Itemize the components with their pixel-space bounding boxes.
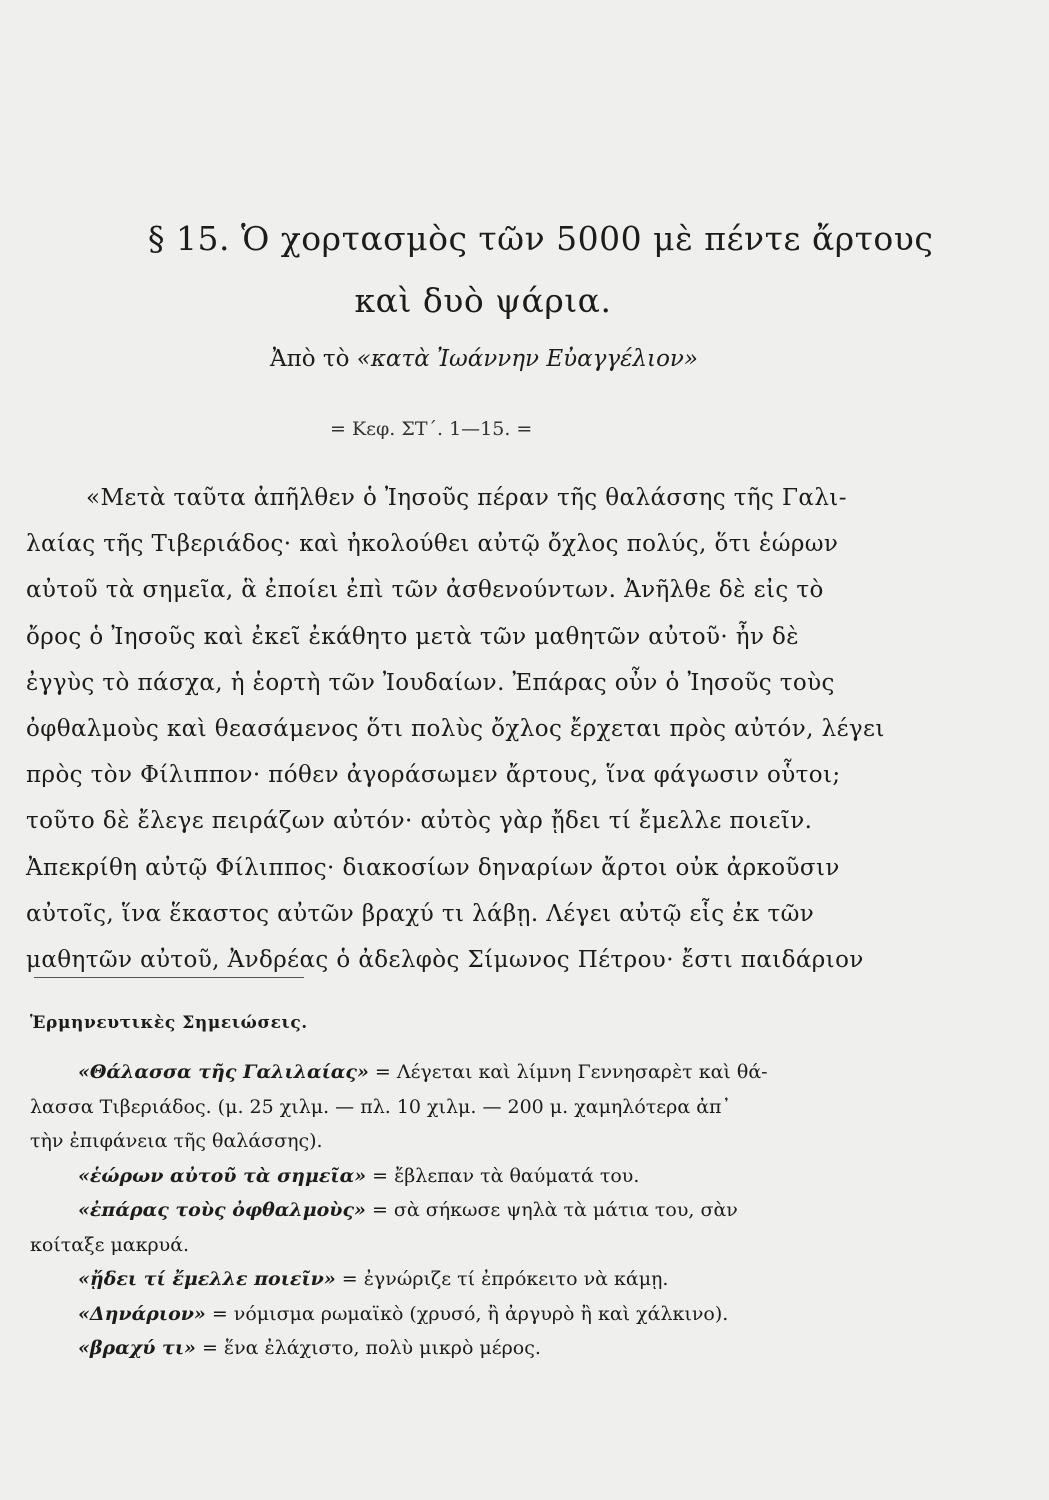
passage-line: Ἀπεκρίθη αὐτῷ Φίλιππος· διακοσίων δηναρίων ἄρτοι οὐκ ἀρκοῦσιν — [26, 854, 840, 881]
source-prefix: Ἀπὸ τὸ — [270, 346, 350, 372]
note-definition: = ἐγνώριζε τί ἐπρόκειτο νὰ κάμῃ. — [335, 1268, 669, 1290]
note-line — [30, 1297, 960, 1332]
note-line: τὴν ἐπιφάνεια τῆς θαλάσσης). — [30, 1130, 323, 1152]
note-line — [30, 1331, 960, 1366]
passage-line: τοῦτο δὲ ἔλεγε πειράζων αὐτόν· αὐτὸς γὰρ ᾔδει τί ἔμελλε ποιεῖν. — [26, 808, 813, 835]
source-reference — [270, 346, 698, 372]
passage-line: ὀφθαλμοὺς καὶ θεασάμενος ὅτι πολὺς ὄχλος ἔρχεται πρὸς αὐτόν, λέγει — [26, 716, 885, 743]
note-line: λασσα Τιβεριάδος. (μ. 25 χιλμ. — πλ. 10 χιλμ. — 200 μ. χαμηλότερα ἀπ᾿ — [30, 1095, 732, 1118]
footnote-divider — [34, 977, 304, 978]
note-definition: = νόμισμα ρωμαϊκὸ (χρυσό, ἢ ἀργυρὸ ἢ καὶ χάλκινο). — [205, 1302, 729, 1325]
note-term: «Θάλασσα τῆς Γαλιλαίας» — [78, 1061, 369, 1083]
note-term: «Δηνάριον» — [78, 1302, 206, 1325]
section-title-line-1: § 15. Ὁ χορτασμὸς τῶν 5000 μὲ πέντε ἄρτους — [148, 219, 934, 258]
note-definition: = σὰ σήκωσε ψηλὰ τὰ μάτια του, σὰν — [365, 1199, 738, 1221]
note-definition: = ἕνα ἐλάχιστο, πολὺ μικρὸ μέρος. — [195, 1337, 541, 1359]
note-line: κοίταξε μακρυά. — [30, 1233, 190, 1256]
passage-line: ἐγγὺς τὸ πάσχα, ἡ ἑορτὴ τῶν Ἰουδαίων. Ἐπάρας οὖν ὁ Ἰησοῦς τοὺς — [26, 669, 835, 696]
note-definition: = ἔβλεπαν τὰ θαύματά του. — [366, 1164, 640, 1187]
note-term: «ᾔδει τί ἔμελλε ποιεῖν» — [78, 1268, 336, 1290]
note-line — [30, 1262, 960, 1297]
passage-line: αὐτοῖς, ἵνα ἕκαστος αὐτῶν βραχύ τι λάβῃ. Λέγει αὐτῷ εἷς ἐκ τῶν — [26, 900, 815, 927]
note-line — [30, 1193, 960, 1228]
section-title-line-2: καὶ δυὸ ψάρια. — [354, 281, 612, 320]
notes-heading: Ἑρμηνευτικὲς Σημειώσεις. — [30, 1013, 308, 1033]
section-title — [148, 208, 968, 332]
passage-line: αὐτοῦ τὰ σημεῖα, ἃ ἐποίει ἐπὶ τῶν ἀσθενούντων. Ἀνῆλθε δὲ εἰς τὸ — [26, 577, 824, 604]
note-definition: = Λέγεται καὶ λίμνη Γεννησαρὲτ καὶ θά- — [368, 1061, 768, 1083]
chapter-reference: = Κεφ. ΣΤ΄. 1—15. = — [330, 418, 533, 440]
passage-line: «Μετὰ ταῦτα ἀπῆλθεν ὁ Ἰησοῦς πέραν τῆς θαλάσσης τῆς Γαλι- — [86, 485, 847, 511]
note-term: «ἑώρων αὐτοῦ τὰ σημεῖα» — [78, 1164, 367, 1187]
passage-line: μαθητῶν αὐτοῦ, Ἀνδρέας ὁ ἀδελφὸς Σίμωνος Πέτρου· ἔστι παιδάριον — [26, 947, 864, 974]
note-line — [30, 1159, 960, 1194]
note-term: «ἐπάρας τοὺς ὀφθαλμοὺς» — [78, 1199, 366, 1221]
interpretive-notes — [30, 1055, 960, 1366]
passage-line: λαίας τῆς Τιβεριάδος· καὶ ἠκολούθει αὐτῷ ὄχλος πολύς, ὅτι ἑώρων — [26, 531, 839, 558]
passage-line: ὄρος ὁ Ἰησοῦς καὶ ἐκεῖ ἐκάθητο μετὰ τῶν μαθητῶν αὐτοῦ· ἦν δὲ — [26, 623, 800, 650]
gospel-passage — [26, 475, 951, 983]
source-book: «κατὰ Ἰωάννην Εὐαγγέλιον» — [356, 346, 698, 372]
note-term: «βραχύ τι» — [78, 1337, 196, 1359]
passage-line: πρὸς τὸν Φίλιππον· πόθεν ἀγοράσωμεν ἄρτους, ἵνα φάγωσιν οὗτοι; — [26, 762, 841, 789]
note-line — [30, 1055, 960, 1090]
